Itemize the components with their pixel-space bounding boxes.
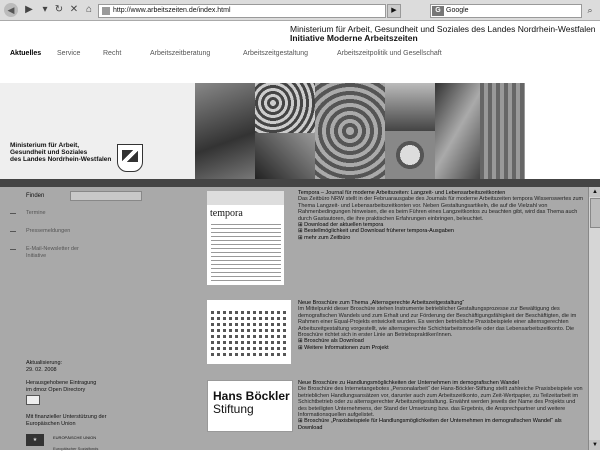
site-search-input[interactable] [70,191,142,201]
sidebar-item-newsletter[interactable]: E-Mail-Newsletter der Initiative [26,246,79,259]
ministry-logo-text[interactable]: Ministerium für Arbeit, Gesundheit und Soziales des Landes Nordrhein-Westfalen [10,142,112,163]
eu-label: EUROPÄISCHE UNION Europäischer Sozialfonds [53,435,99,451]
browser-toolbar [0,0,600,21]
ministry-name: Ministerium für Arbeit, Gesundheit und Soziales des Landes Nordrhein-Westfalen [290,24,596,34]
dash-icon [10,213,16,214]
nav-service[interactable]: Service [57,50,81,57]
article-link[interactable]: ⊞ Bestellmöglichkeit und Download früherer tempora-Ausgaben [298,228,584,234]
go-button[interactable]: ▶ [387,4,401,18]
dash-icon [10,231,16,232]
article-title[interactable]: Neue Broschüre zu Handlungsmöglichkeiten der Unternehmen im demografischen Wandel [298,380,519,386]
article-body: Das Zeitbüro NRW stellt in der Februarausgabe des Journals für moderne Arbeitszeiten tempora Wissenswertes zum Thema Langzeit- und Lebensarbeitszeitkonten vor. Neben Gestaltungsartikeln, die auf die Vielzahl von Rahmenbedingungen hinweisen, die es beim Führen eines Langzeitkontos zu beachten gibt, wird das Thema auch durch Gastautoren, die ihre praktischen Erfahrungen einbringen, beleuchtet. [298,196,584,222]
eu-flag-icon: ★ [26,434,44,446]
home-icon[interactable]: ⌂ [85,4,93,15]
nav-arbeitszeitpolitik[interactable]: Arbeitszeitpolitik und Gesellschaft [337,50,442,57]
article-link[interactable]: ⊞ Weitere Informationen zum Projekt [298,345,584,351]
funding-note: Mit finanzieller Unterstützung der Europäischen Union [26,414,107,427]
scroll-down-icon[interactable]: ▼ [589,440,600,450]
nav-recht[interactable]: Recht [103,50,122,57]
nav-aktuelles[interactable]: Aktuelles [10,50,42,57]
stop-icon[interactable]: ✕ [69,4,79,15]
header-divider [0,179,600,187]
article-link[interactable]: ⊞ Broschüre „Praxisbeispiele für Handlungsmöglichkeiten der Unternehmen im demografischen Wandel“ als Download [298,418,584,431]
main-nav [10,50,590,62]
tempora-cover-image[interactable]: tempora [207,191,284,285]
header-photo-collage [195,83,525,179]
vertical-scrollbar[interactable] [588,187,600,450]
search-input[interactable] [430,4,582,18]
url-text: http://www.arbeitszeiten.de/index.html [113,7,231,14]
nav-arbeitszeitberatung[interactable]: Arbeitszeitberatung [150,50,211,57]
search-placeholder: Google [446,7,469,14]
sidebar-item-pressemeldungen[interactable]: Pressemeldungen [26,228,71,234]
back-icon[interactable]: ◀ [4,3,18,17]
ministry-header [290,25,596,43]
dmoz-logo[interactable] [26,395,40,405]
favicon-icon [102,7,110,15]
boeckler-logo[interactable]: Hans Böckler Stiftung [207,380,293,432]
article-title[interactable]: Neue Broschüre zum Thema „Alternsgerechte Arbeitszeitgestaltung“ [298,300,465,306]
scrollbar-thumb[interactable] [590,198,600,228]
dropdown-icon[interactable]: ▾ [42,4,48,15]
search-label: Finden [26,193,45,199]
nav-arbeitszeitgestaltung[interactable]: Arbeitszeitgestaltung [243,50,308,57]
update-info: Aktualisierung: 29. 02. 2008 [26,360,63,373]
dmoz-note: Herausgehobene Eintragung im dmoz Open Directory [26,380,97,393]
reload-icon[interactable]: ↻ [54,4,64,15]
article-title[interactable]: Tempora – Journal für moderne Arbeitszeiten: Langzeit- und Lebensarbeitszeitkonten [298,190,506,196]
url-bar[interactable] [98,4,386,18]
search-go-icon[interactable]: ⌕ [587,5,593,15]
update-date: 29. 02. 2008 [26,366,57,373]
scroll-up-icon[interactable]: ▲ [589,187,600,197]
article-body: Im Mittelpunkt dieser Broschüre stehen Instrumente betrieblicher Gestaltungsprozesse zur Bewältigung des demografischen Wandels und zum Erhalt und zur Förderung der Beschäftigungsfähigkeit der Beschäftigten, die im Rahmen einer Equal-Projekts entwickelt wurden. Es werden betriebliche Praxisbeispiele einer alternsgerechten Arbeitszeitgestaltung vorgestellt, wie alternsgerechte Schichtarbeitsmodelle oder das Lebensarbeitszeitkonto. Die Broschüre richtet sich in erster Linie an Betriebspraktiker/innen. [298,306,577,339]
article-link[interactable]: ⊞ mehr zum Zeitbüro [298,235,584,241]
article-body: Die Broschüre des Internetangebotes „Personalarbeit“ der Hans-Böckler-Stiftung stellt zahlreiche Praxisbeispiele von betrieblichen Handlungsansätzen vor, darunter auch zum Arbeitszeitkonto, zum Zeit-Wertpapier, zu Teilzeitarbeit im Schichtbetrieb oder zu alternsgerechter Arbeitszeitgestaltung. Erwähnt werden jeweils der Name des Projekts und des beteiligten Unternehmens, der Stand der Umsetzung bzw. das Ergebnis, die Ansprechpartner und weitere Informationsquellen aufgelistet. [298,386,583,419]
dash-icon [10,249,16,250]
google-icon[interactable]: G [432,6,444,16]
forward-icon[interactable]: ▶ [25,4,33,15]
nrw-crest-icon[interactable] [117,144,143,172]
article-boeckler [298,380,584,431]
brochure-table-image[interactable] [207,300,291,364]
article-alternsgerecht [298,300,584,351]
sidebar-item-termine[interactable]: Termine [26,210,46,216]
article-link[interactable]: ⊞ Download der aktuellen tempora [298,222,584,228]
initiative-name: Initiative Moderne Arbeitszeiten [290,33,418,43]
article-link[interactable]: ⊞ Broschüre als Download [298,338,584,344]
header-left-panel [0,83,195,179]
article-tempora [298,190,584,241]
